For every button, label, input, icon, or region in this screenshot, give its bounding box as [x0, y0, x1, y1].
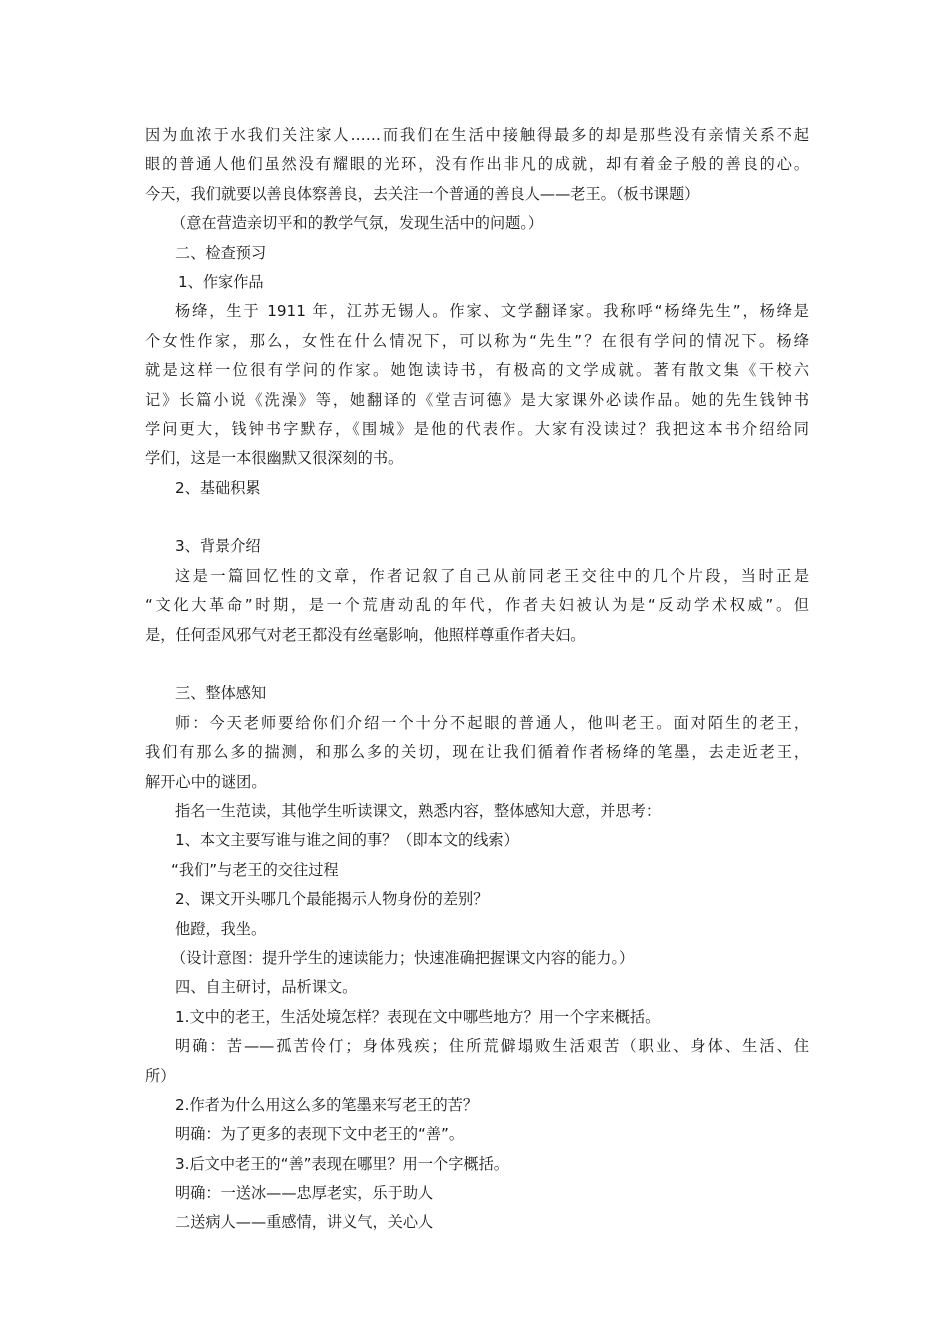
paragraph-line: 是，任何歪风邪气对老王都没有丝毫影响，他照样尊重作者夫妇。 [145, 625, 586, 644]
section-heading: 四、自主研讨，品析课文。 [175, 978, 358, 997]
paragraph-line: 今天，我们就要以善良体察善良，去关注一个普通的善良人——老王。（板书课题） [145, 184, 700, 203]
section-heading: 三、整体感知 [175, 684, 267, 703]
paragraph-line: 师：今天老师要给你们介绍一个十分不起眼的普通人，他叫老王。面对陌生的老王， [175, 713, 809, 732]
answer-line: 明确：一送冰——忠厚老实，乐于助人 [175, 1184, 434, 1203]
paragraph-line: 学问更大，钱钟书字默存，《围城》是他的代表作。大家有没读过？我把这本书介绍给同 [145, 419, 809, 438]
question-line: 2.作者为什么用这么多的笔墨来写老王的苦？ [175, 1095, 479, 1114]
paragraph-line: 这是一篇回忆性的文章，作者记叙了自己从前同老王交往中的几个片段，当时正是 [175, 566, 809, 585]
answer-line: “我们”与老王的交往过程 [171, 860, 339, 879]
answer-line: 明确：为了更多的表现下文中老王的“善”。 [175, 1125, 465, 1144]
subsection-heading: 1、作家作品 [178, 272, 264, 291]
paragraph-line: 指名一生范读，其他学生听读课文，熟悉内容，整体感知大意，并思考： [175, 801, 661, 820]
blank-line [145, 503, 809, 532]
paragraph-line: 眼的普通人他们虽然没有耀眼的光环，没有作出非凡的成就，却有着金子般的善良的心。 [145, 155, 809, 174]
answer-line: 明确：苦——孤苦伶仃；身体残疾；住所荒僻塌败生活艰苦（职业、身体、生活、住 [175, 1037, 809, 1056]
question-line: 1.文中的老王，生活处境怎样？表现在文中哪些地方？用一个字来概括。 [175, 1007, 661, 1026]
question-line: 1、本文主要写谁与谁之间的事？（即本文的线索） [175, 831, 519, 850]
section-heading: 二、检查预习 [175, 243, 267, 262]
blank-line [145, 650, 809, 679]
paragraph-line: 记》长篇小说《洗澡》等，她翻译的《堂吉诃德》是大家课外必读作品。她的先生钱钟书 [145, 390, 809, 409]
paragraph-line: （意在营造亲切平和的教学气氛，发现生活中的问题。） [171, 214, 544, 233]
paragraph-line: 就是这样一位很有学问的作家。她饱读诗书，有极高的文学成就。著有散文集《干校六 [145, 361, 809, 380]
paragraph-line: “文化大革命”时期，是一个荒唐动乱的年代，作者夫妇被认为是“反动学术权威”。但 [145, 596, 809, 615]
answer-line: 二送病人——重感情，讲义气，关心人 [175, 1213, 434, 1232]
question-line: 3.后文中老王的“善”表现在哪里？用一个字概括。 [175, 1154, 509, 1173]
paragraph-line: 因为血浓于水我们关注家人……而我们在生活中接触得最多的却是那些没有亲情关系不起 [145, 126, 809, 144]
paragraph-line: （设计意图：提升学生的速读能力；快速准确把握课文内容的能力。） [171, 948, 635, 967]
paragraph-line: 我们有那么多的揣测，和那么多的关切，现在让我们循着作者杨绛的笔墨，去走近老王， [145, 743, 809, 762]
paragraph-line: 解开心中的谜团。 [145, 772, 267, 791]
paragraph-line: 学们，这是一本很幽默又很深刻的书。 [145, 449, 404, 468]
question-line: 2、课文开头哪几个最能揭示人物身份的差别？ [175, 890, 489, 909]
answer-line: 所） [145, 1066, 176, 1085]
answer-line: 他蹬，我坐。 [175, 919, 267, 938]
document-page [145, 121, 809, 1238]
subsection-heading: 3、背景介绍 [175, 537, 261, 556]
subsection-heading: 2、基础积累 [175, 478, 261, 497]
paragraph-line: 杨绛，生于 1911 年，江苏无锡人。作家、文学翻译家。我称呼“杨绛先生”，杨绛是 [175, 302, 809, 321]
paragraph-line: 个女性作家，那么，女性在什么情况下，可以称为“先生”？在很有学问的情况下。杨绛 [145, 331, 809, 350]
